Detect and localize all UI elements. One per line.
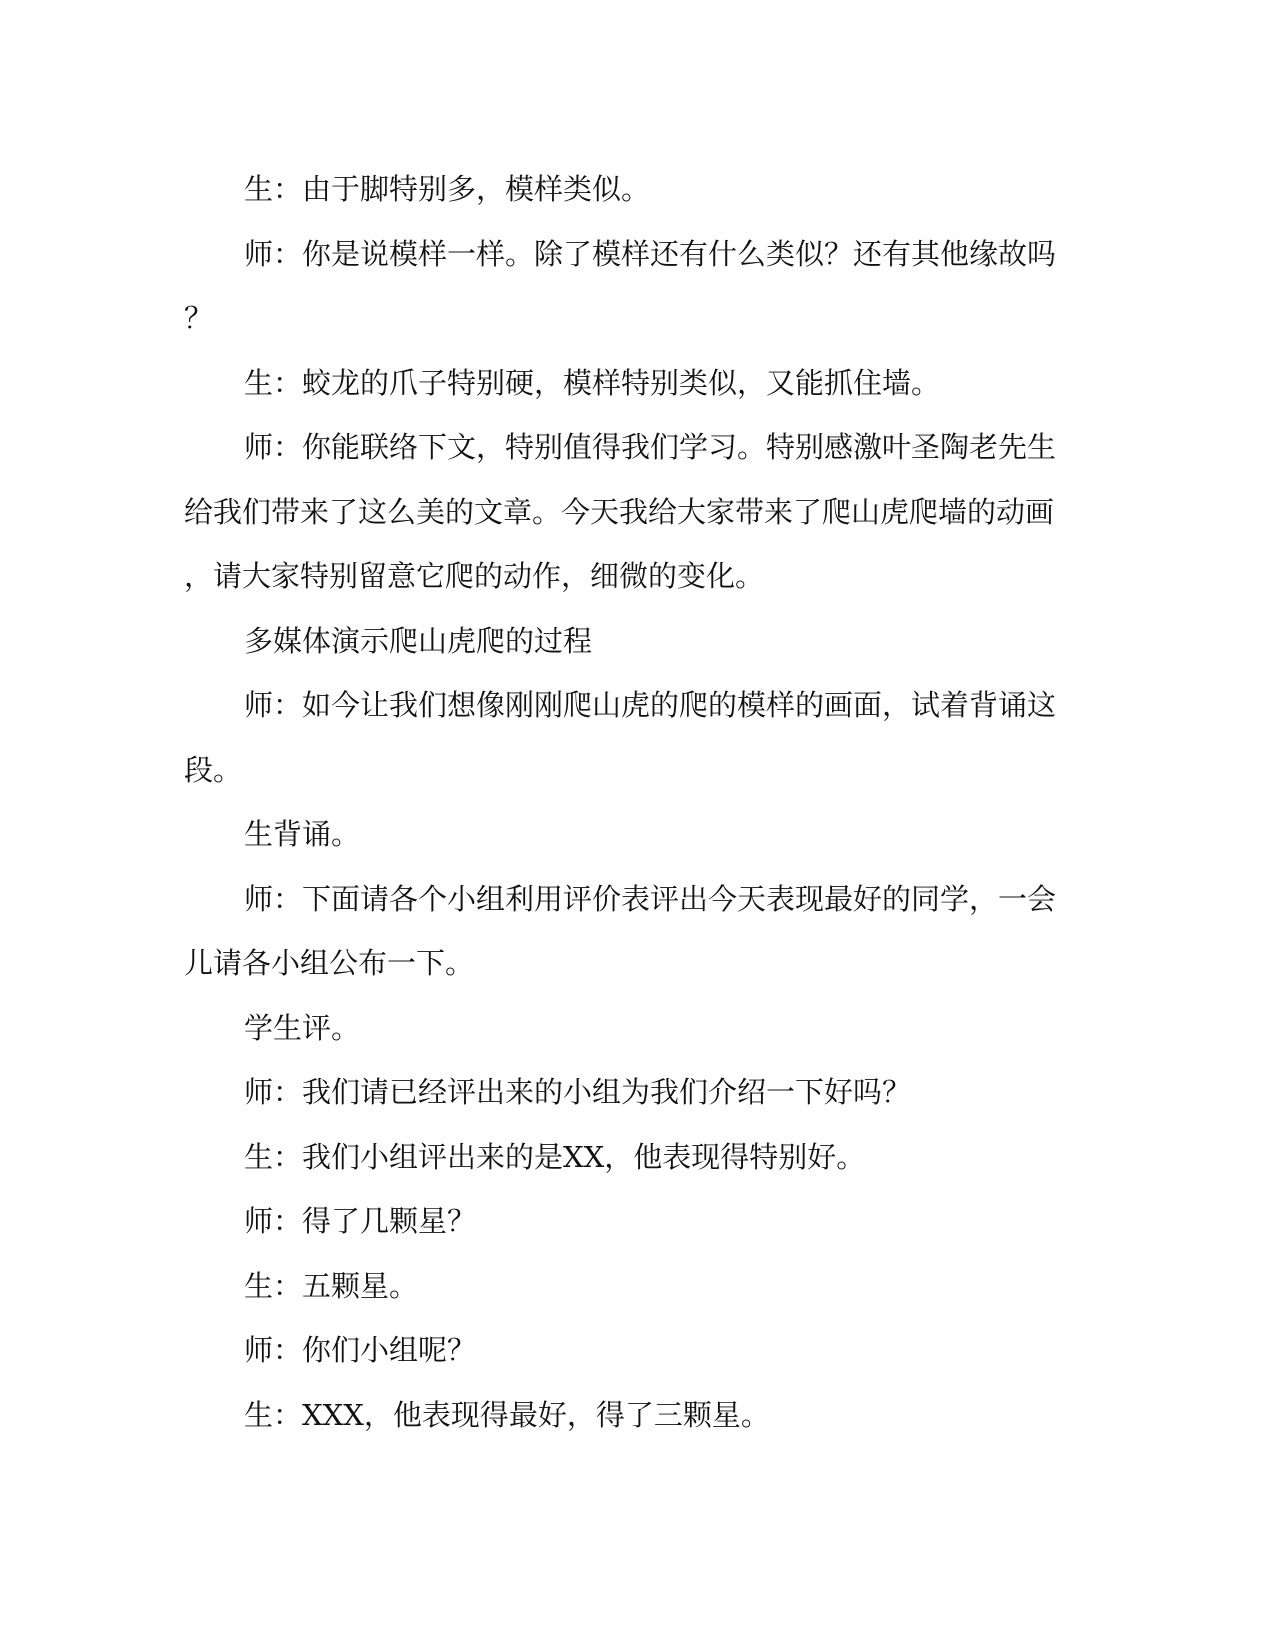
dialogue-line-continuation: ？ — [184, 301, 214, 335]
dialogue-line-continuation: 儿请各小组公布一下。 — [184, 946, 475, 980]
dialogue-line: 生：五颗星。 — [244, 1268, 419, 1303]
dialogue-line: 生：XXX，他表现得最好，得了三颗星。 — [244, 1397, 770, 1432]
dialogue-line: 生：由于脚特别多，模样类似。 — [244, 172, 651, 206]
dialogue-line: 生：我们小组评出来的是XX，他表现得特别好。 — [244, 1139, 866, 1174]
dialogue-line-continuation: 段。 — [184, 752, 243, 787]
narration-line: 生背诵。 — [244, 817, 361, 851]
dialogue-line: 师：如今让我们想像刚刚爬山虎的爬的模样的画面，试着背诵这 — [244, 688, 1057, 722]
dialogue-line: 师：我们请已经评出来的小组为我们介绍一下好吗？ — [244, 1075, 912, 1109]
dialogue-line: 师：你是说模样一样。除了模样还有什么类似？还有其他缘故吗 — [244, 236, 1057, 271]
dialogue-line-continuation: 给我们带来了这么美的文章。今天我给大家带来了爬山虎爬墙的动画 — [184, 494, 1055, 529]
narration-line: 学生评。 — [244, 1010, 361, 1045]
dialogue-line-continuation: ，请大家特别留意它爬的动作，细微的变化。 — [184, 559, 765, 593]
dialogue-line: 师：你能联络下文，特别值得我们学习。特别感激叶圣陶老先生 — [244, 430, 1057, 464]
dialogue-line: 师：得了几颗星？ — [244, 1204, 477, 1238]
dialogue-line: 生：蛟龙的爪子特别硬，模样特别类似，又能抓住墙。 — [244, 365, 941, 400]
dialogue-line: 师：你们小组呢？ — [244, 1333, 477, 1367]
narration-line: 多媒体演示爬山虎爬的过程 — [244, 623, 593, 658]
document-body — [184, 157, 1064, 1447]
dialogue-line: 师：下面请各个小组利用评价表评出今天表现最好的同学，一会 — [244, 881, 1057, 916]
